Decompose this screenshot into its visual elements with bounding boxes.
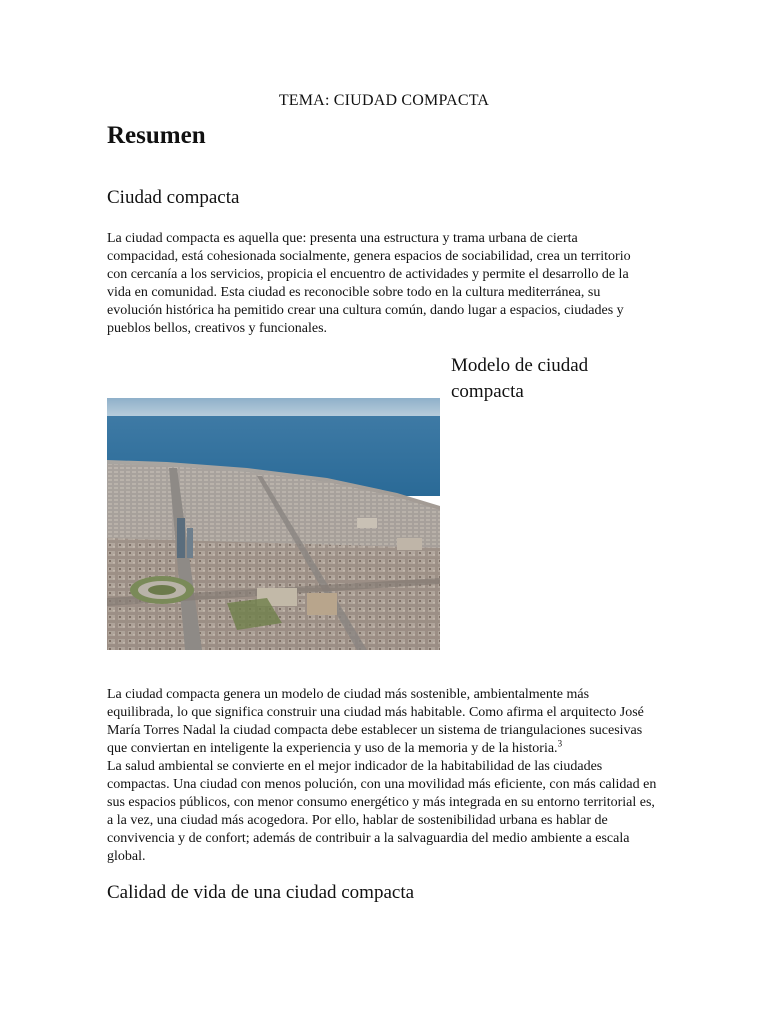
aerial-city-photo — [107, 398, 440, 650]
intro-paragraph: La ciudad compacta es aquella que: presenta una estructura y trama urbana de cierta compacidad, está cohesionada socialmente, genera espacios de sociabilidad, crea un territorio con cercanía a los servicios, propicia el encuentro de actividades y permite el desarrollo de la vida en comunidad. Esta ciudad es reconocible sobre todo en la cultura mediterránea, su evolución histórica ha pemitido crear una cultura común, dando lugar a espacios, ciudades y pueblos bellos, creativos y funcionales. — [107, 231, 631, 336]
section-heading: Resumen — [107, 122, 206, 149]
topic-title: TEMA: CIUDAD COMPACTA — [278, 92, 490, 109]
figure-heading: Modelo de ciudad compacta — [451, 355, 589, 402]
footnote-reference[interactable]: 3 — [557, 738, 563, 749]
body-paragraph — [107, 686, 657, 866]
body-paragraph-part2: La salud ambiental se convierte en el mejor indicador de la habitabilidad de las ciudades compactas. Una ciudad con menos polución, con una movilidad más eficiente, con más calidad en sus espacios públicos, con menor consumo energético y más integrada en su entorno territorial es, a la vez, una ciudad más acogedora. Por ello, hablar de sostenibilidad urbana es hablar de convivencia y de confort; además de contribuir a la salvaguardia del medio ambiente a escala global. — [107, 759, 657, 864]
body-paragraph-part1: La ciudad compacta genera un modelo de ciudad más sostenible, ambientalmente más equilibrada, lo que significa construir una ciudad más habitable. Como afirma el arquitecto José María Torres Nadal la ciudad compacta debe establecer un sistema de triangulaciones sucesivas que conviertan en inteligente la experiencia y uso de la memoria y de la historia. — [107, 687, 644, 756]
bottom-heading: Calidad de vida de una ciudad compacta — [107, 882, 415, 903]
subsection-heading: Ciudad compacta — [107, 187, 240, 208]
